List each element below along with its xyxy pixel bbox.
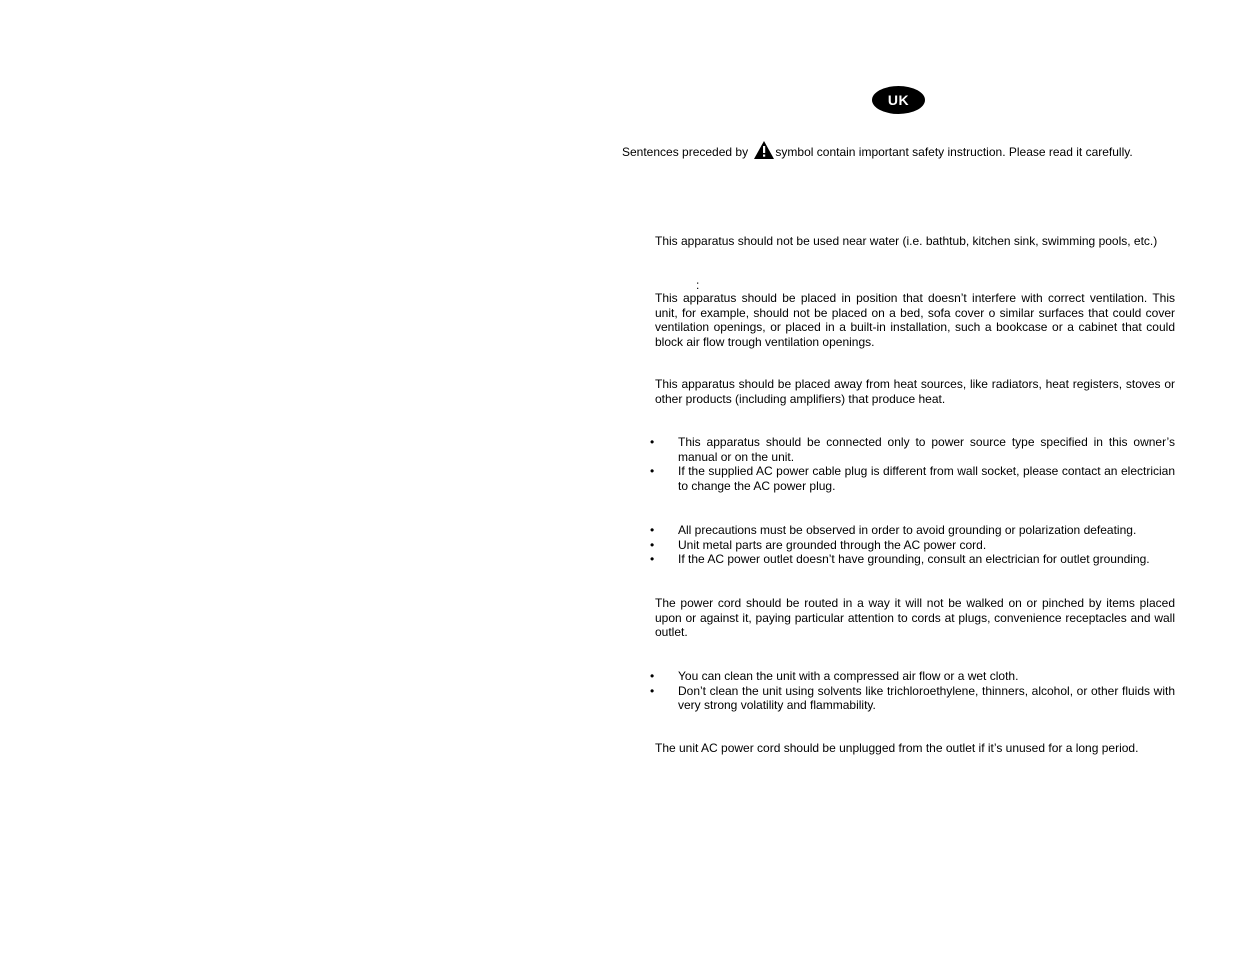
ventilation-colon: : [696, 278, 700, 292]
bullet: • [650, 552, 655, 566]
list-item [650, 435, 1175, 464]
list-item-text: Don’t clean the unit using solvents like trichloroethylene, thinners, alcohol, or other fluids with very strong volatility and flammability. [678, 683, 1175, 712]
safety-intro [622, 141, 1202, 160]
list-item-text: This apparatus should be connected only to power source type specified in this owner’s manual or on the unit. [678, 435, 1175, 464]
ventilation-paragraph: This apparatus should be placed in position that doesn’t interfere with correct ventilation. This unit, for example, should not be placed on a bed, sofa cover o similar surfaces that could cover ventilation openings, or placed in a built-in installation, such a bookcase or a cabinet that could block air flow trough ventilation openings. [655, 291, 1175, 349]
list-item [650, 538, 1175, 553]
language-badge: UK [872, 86, 925, 114]
unused-paragraph: The unit AC power cord should be unplugged from the outlet if it’s unused for a long period. [655, 741, 1139, 755]
list-item [650, 684, 1175, 713]
power-source-list [650, 435, 1175, 493]
bullet: • [650, 683, 655, 698]
list-item-text: If the AC power outlet doesn’t have grounding, consult an electrician for outlet grounding. [678, 552, 1150, 566]
water-paragraph: This apparatus should not be used near water (i.e. bathtub, kitchen sink, swimming pools, etc.) [655, 234, 1158, 248]
heat-paragraph: This apparatus should be placed away from heat sources, like radiators, heat registers, stoves or other products (including amplifiers) that produce heat. [655, 377, 1175, 406]
grounding-list [650, 523, 1175, 567]
intro-text-after: symbol contain important safety instruction. Please read it carefully. [775, 145, 1133, 159]
bullet: • [650, 435, 655, 449]
list-item-text: Unit metal parts are grounded through the AC power cord. [678, 537, 987, 552]
bullet: • [650, 523, 655, 537]
bullet: • [650, 537, 655, 552]
list-item-text: If the supplied AC power cable plug is different from wall socket, please contact an electrician to change the AC power plug. [678, 464, 1175, 493]
bullet: • [650, 669, 655, 683]
list-item [650, 669, 1175, 684]
list-item [650, 464, 1175, 493]
list-item-text: All precautions must be observed in order to avoid grounding or polarization defeating. [678, 523, 1137, 537]
list-item [650, 552, 1175, 567]
cleaning-list [650, 669, 1175, 713]
list-item-text: You can clean the unit with a compressed air flow or a wet cloth. [678, 669, 1019, 683]
warning-triangle-icon [754, 141, 774, 159]
bullet: • [650, 464, 655, 478]
list-item [650, 523, 1175, 538]
power-cord-paragraph: The power cord should be routed in a way it will not be walked on or pinched by items placed upon or against it, paying particular attention to cords at plugs, convenience receptacles and wall outlet. [655, 596, 1175, 639]
intro-text-before: Sentences preceded by [622, 145, 752, 159]
